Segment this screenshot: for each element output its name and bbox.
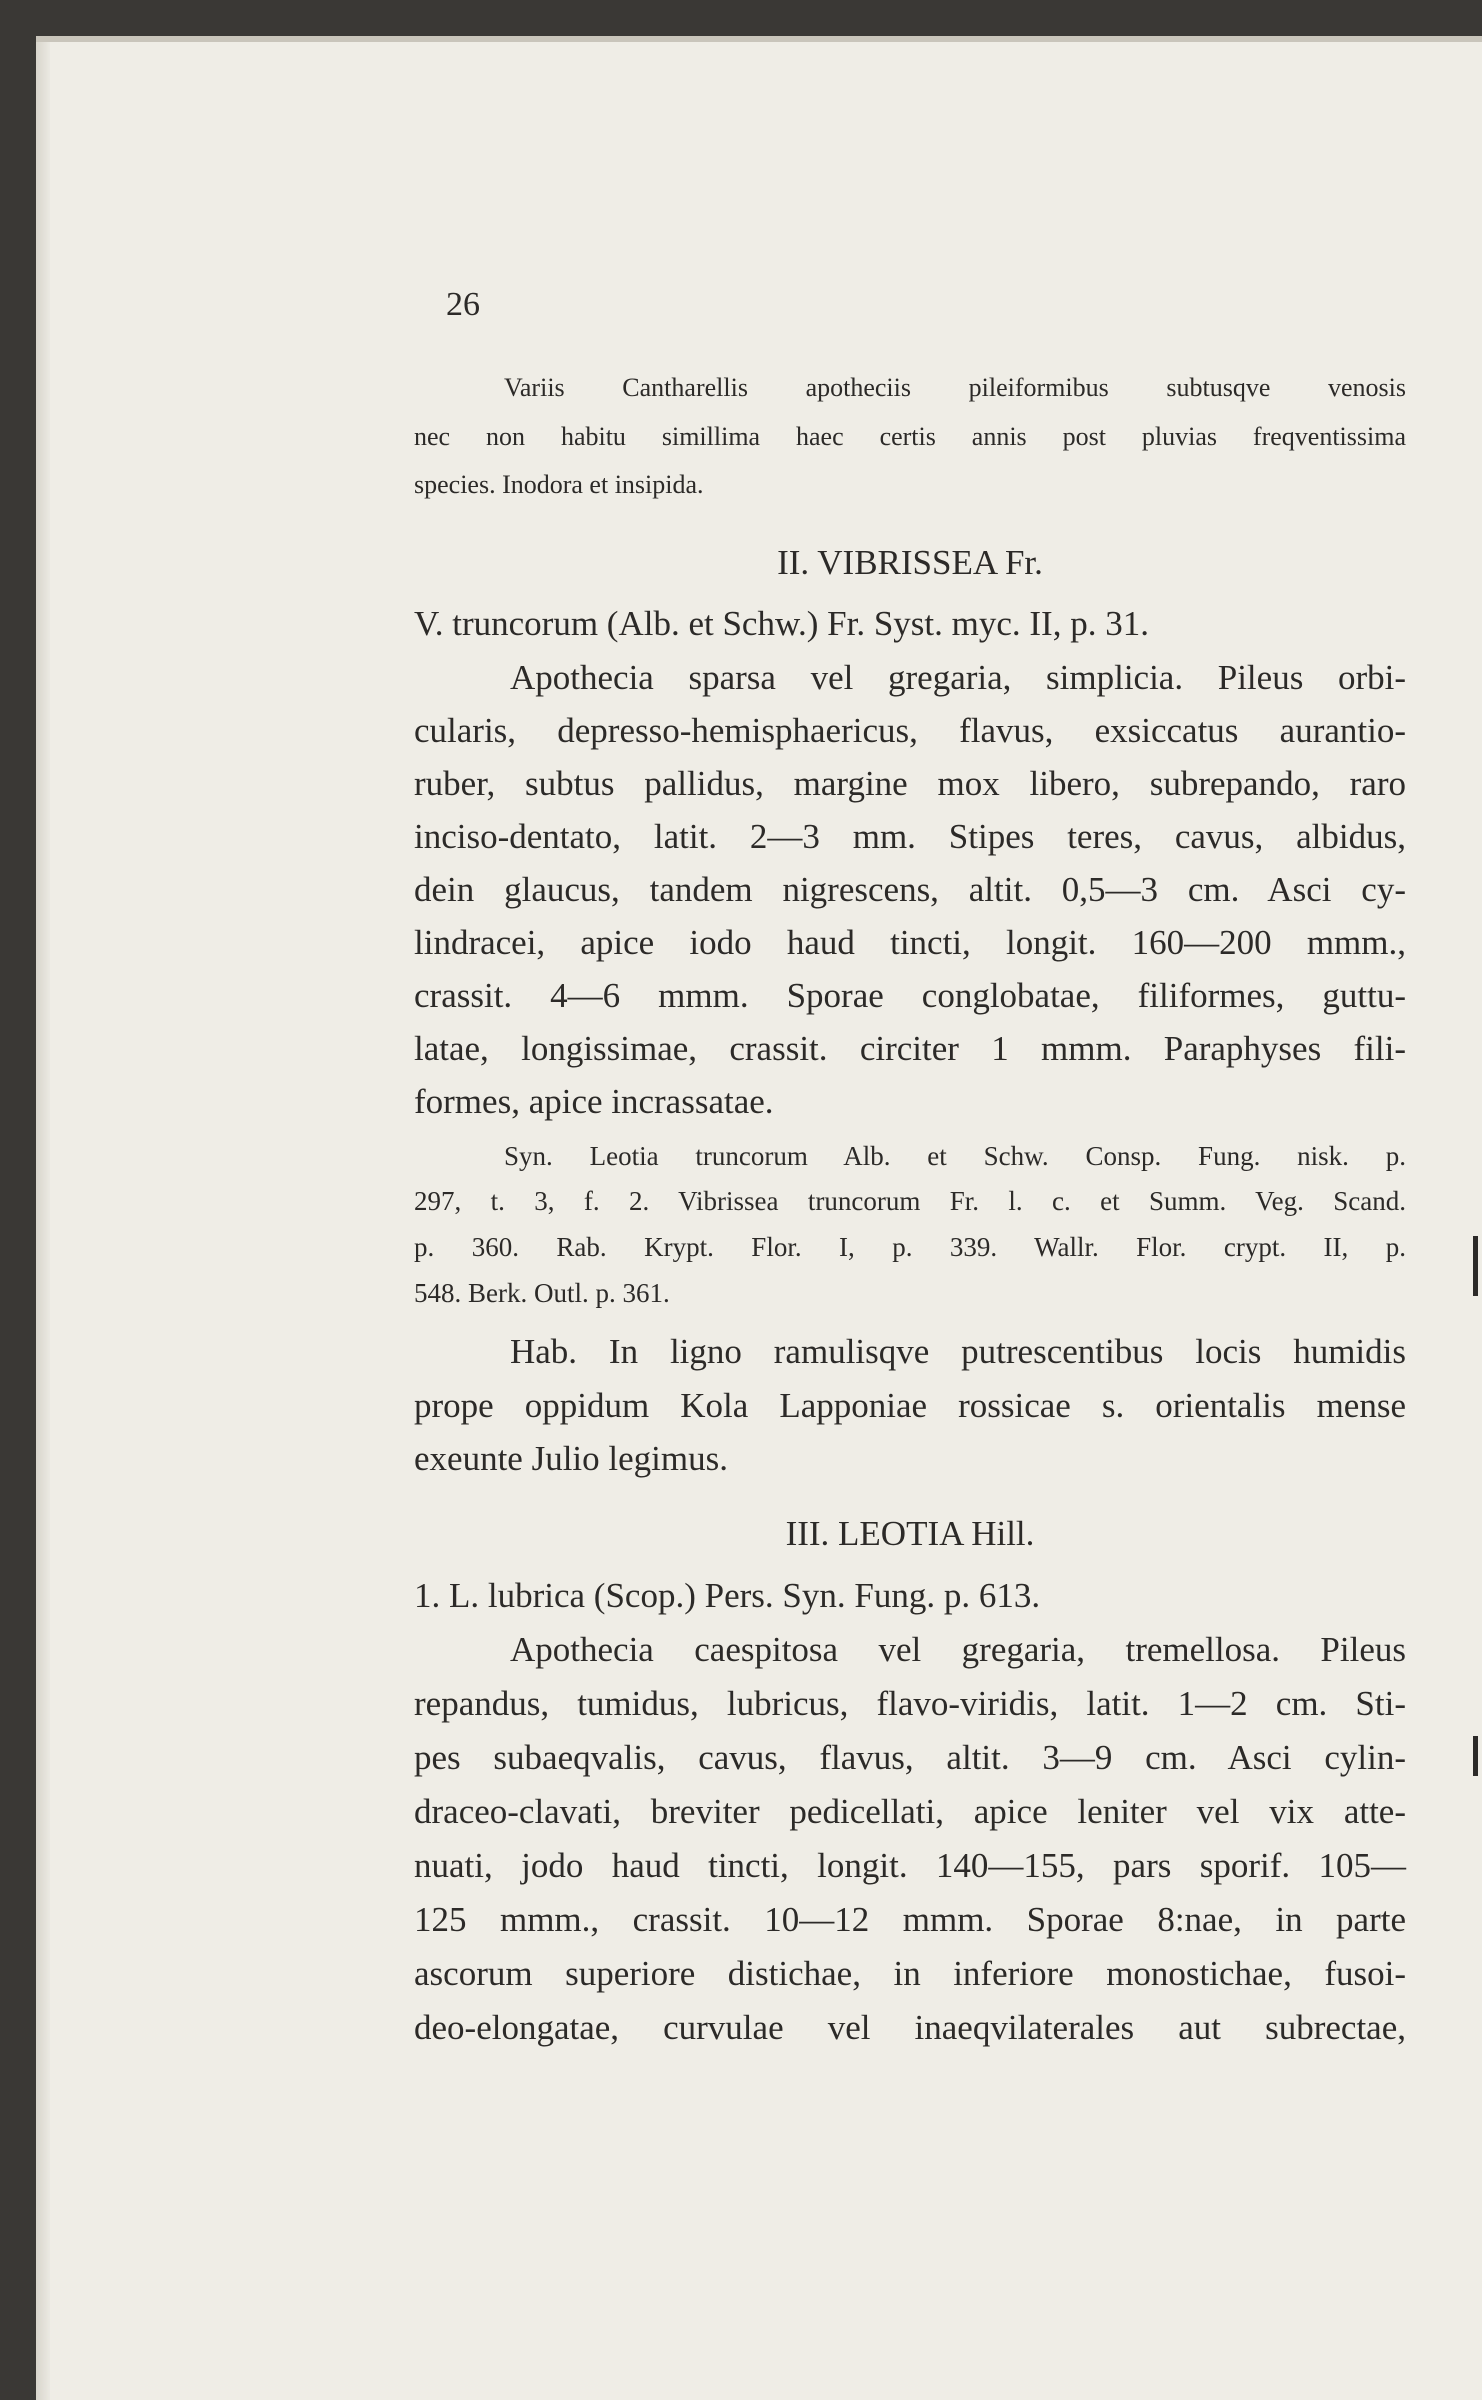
text-line: dein glaucus, tandem nigrescens, altit. 0,5—3 cm. Asci cy-	[414, 870, 1406, 909]
text-line: cularis, depresso-hemisphaericus, flavus, exsiccatus aurantio-	[414, 711, 1406, 750]
synonym-line: Syn. Leotia truncorum Alb. et Schw. Consp. Fung. nisk. p.	[504, 1141, 1406, 1171]
text-line: crassit. 4—6 mmm. Sporae conglobatae, filiformes, guttu-	[414, 976, 1406, 1015]
text-line: inciso-dentato, latit. 2—3 mm. Stipes teres, cavus, albidus,	[414, 817, 1406, 856]
text-line: prope oppidum Kola Lapponiae rossicae s. orientalis mense	[414, 1386, 1406, 1425]
synonym-line: 297, t. 3, f. 2. Vibrissea truncorum Fr. l. c. et Summ. Veg. Scand.	[414, 1186, 1406, 1216]
species-heading: 1. L. lubrica (Scop.) Pers. Syn. Fung. p. 613.	[414, 1576, 1041, 1615]
text-line: latae, longissimae, crassit. circiter 1 mmm. Paraphyses fili-	[414, 1029, 1406, 1068]
text-line: ascorum superiore distichae, in inferiore monostichae, fusoi-	[414, 1954, 1406, 1993]
synonym-line: 548. Berk. Outl. p. 361.	[414, 1278, 670, 1308]
page-number: 26	[446, 286, 480, 323]
synonym-line: p. 360. Rab. Krypt. Flor. I, p. 339. Wallr. Flor. crypt. II, p.	[414, 1232, 1406, 1262]
text-line: species. Inodora et insipida.	[414, 470, 704, 499]
text-line: Apothecia sparsa vel gregaria, simplicia. Pileus orbi-	[510, 658, 1406, 697]
text-line: draceo-clavati, breviter pedicellati, apice leniter vel vix atte-	[414, 1792, 1406, 1831]
text-line: exeunte Julio legimus.	[414, 1439, 728, 1478]
text-line: pes subaeqvalis, cavus, flavus, altit. 3—9 cm. Asci cylin-	[414, 1738, 1406, 1777]
species-heading: V. truncorum (Alb. et Schw.) Fr. Syst. myc. II, p. 31.	[414, 604, 1149, 643]
text-line: Variis Cantharellis apotheciis pileiformibus subtusqve venosis	[504, 373, 1406, 402]
text-line: nec non habitu simillima haec certis annis post pluvias freqventissima	[414, 422, 1406, 451]
text-line: deo-elongatae, curvulae vel inaeqvilaterales aut subrectae,	[414, 2008, 1406, 2047]
section-heading: II. VIBRISSEA Fr.	[777, 543, 1043, 582]
text-line: 125 mmm., crassit. 10—12 mmm. Sporae 8:nae, in parte	[414, 1900, 1406, 1939]
page-edge-mark	[1473, 1236, 1478, 1296]
section-heading: III. LEOTIA Hill.	[785, 1514, 1035, 1553]
book-page	[36, 36, 1482, 2400]
text-line: nuati, jodo haud tincti, longit. 140—155, pars sporif. 105—	[414, 1846, 1406, 1885]
text-line: formes, apice incrassatae.	[414, 1082, 774, 1121]
text-line: lindracei, apice iodo haud tincti, longit. 160—200 mmm.,	[414, 923, 1406, 962]
text-line: Apothecia caespitosa vel gregaria, tremellosa. Pileus	[510, 1630, 1406, 1669]
text-line: Hab. In ligno ramulisqve putrescentibus locis humidis	[510, 1332, 1406, 1371]
page-edge-mark	[1473, 1736, 1478, 1776]
text-line: ruber, subtus pallidus, margine mox libero, subrepando, raro	[414, 764, 1406, 803]
text-line: repandus, tumidus, lubricus, flavo-viridis, latit. 1—2 cm. Sti-	[414, 1684, 1406, 1723]
